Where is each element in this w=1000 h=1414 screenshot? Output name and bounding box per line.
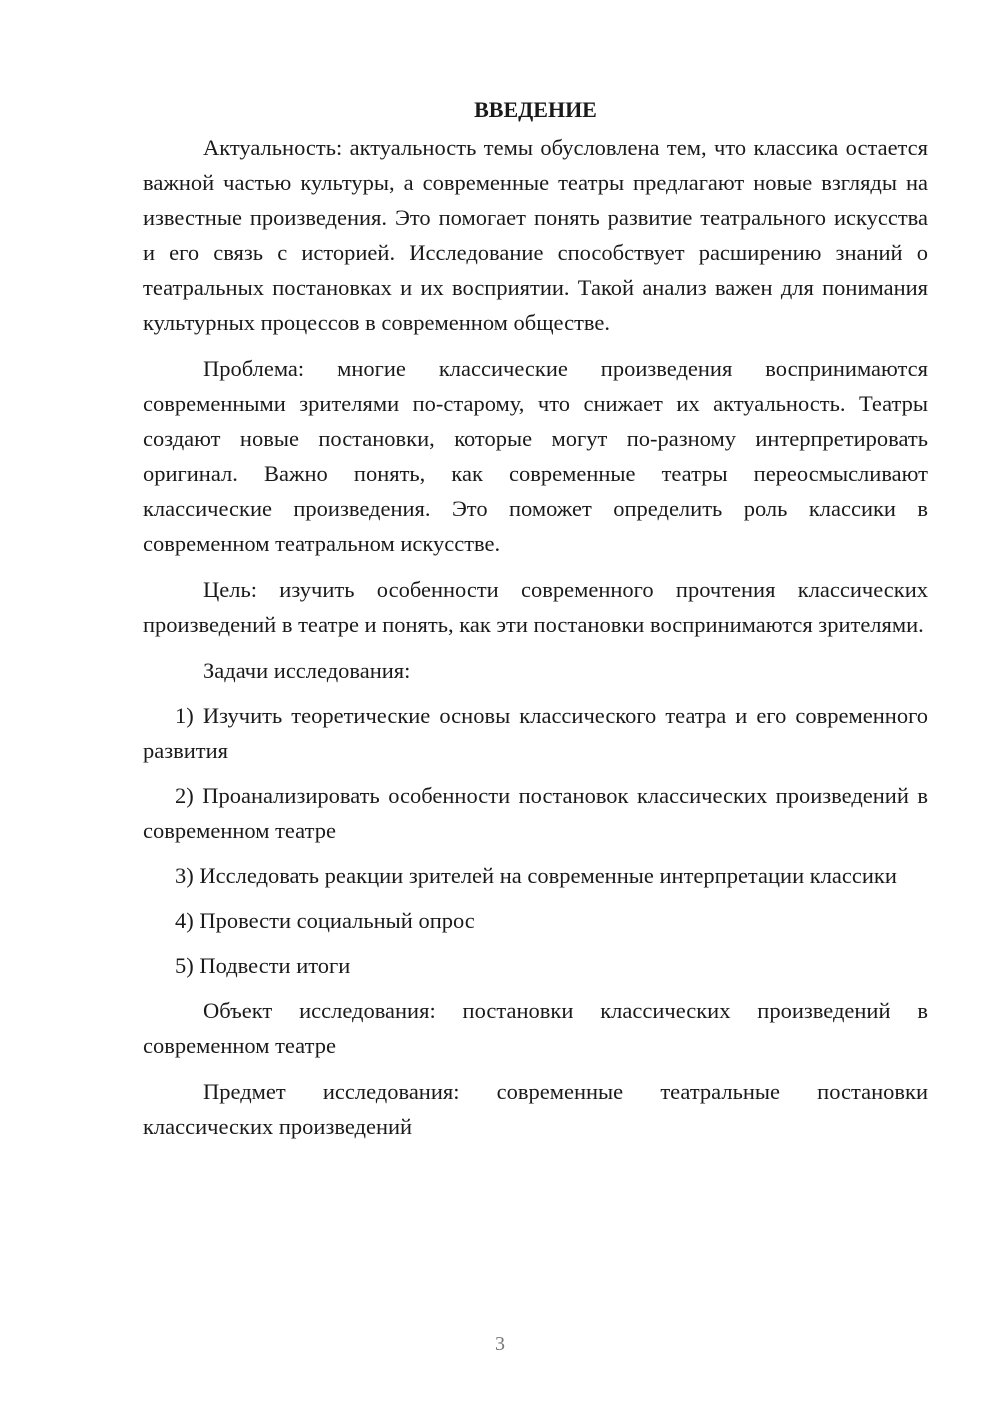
document-page — [143, 92, 928, 1155]
paragraph-goal: Цель: изучить особенности современного прочтения классических произведений в театре и понять, как эти постановки воспринимаются зрителями. — [143, 577, 928, 637]
page-title: ВВЕДЕНИЕ — [474, 97, 597, 122]
task-item-4: 4) Провести социальный опрос — [175, 908, 475, 933]
paragraph-relevance: Актуальность: актуальность темы обусловлена тем, что классика остается важной частью культуры, а современные театры предлагают новые взгляды на известные произведения. Это помогает понять развитие театрального искусства и его связь с историей. Исследование способствует расширению знаний о театральных постановках и их восприятии. Такой анализ важен для понимания культурных процессов в современном обществе. — [143, 135, 928, 335]
task-item-2: 2) Проанализировать особенности постановок классических произведений в современном театре — [143, 783, 928, 843]
task-item-3: 3) Исследовать реакции зрителей на современные интерпретации классики — [175, 863, 897, 888]
task-item-1: 1) Изучить теоретические основы классического театра и его современного развития — [143, 703, 928, 763]
paragraph-subject: Предмет исследования: современные театральные постановки классических произведений — [143, 1079, 928, 1139]
page-number: 3 — [495, 1333, 505, 1355]
tasks-heading: Задачи исследования: — [203, 658, 411, 683]
paragraph-object: Объект исследования: постановки классических произведений в современном театре — [143, 998, 928, 1058]
paragraph-problem: Проблема: многие классические произведения воспринимаются современными зрителями по-старому, что снижает их актуальность. Театры создают новые постановки, которые могут по-разному интерпретировать оригинал. Важно понять, как современные театры переосмысливают классические произведения. Это поможет определить роль классики в современном театральном искусстве. — [143, 356, 928, 556]
task-item-5: 5) Подвести итоги — [175, 953, 351, 978]
